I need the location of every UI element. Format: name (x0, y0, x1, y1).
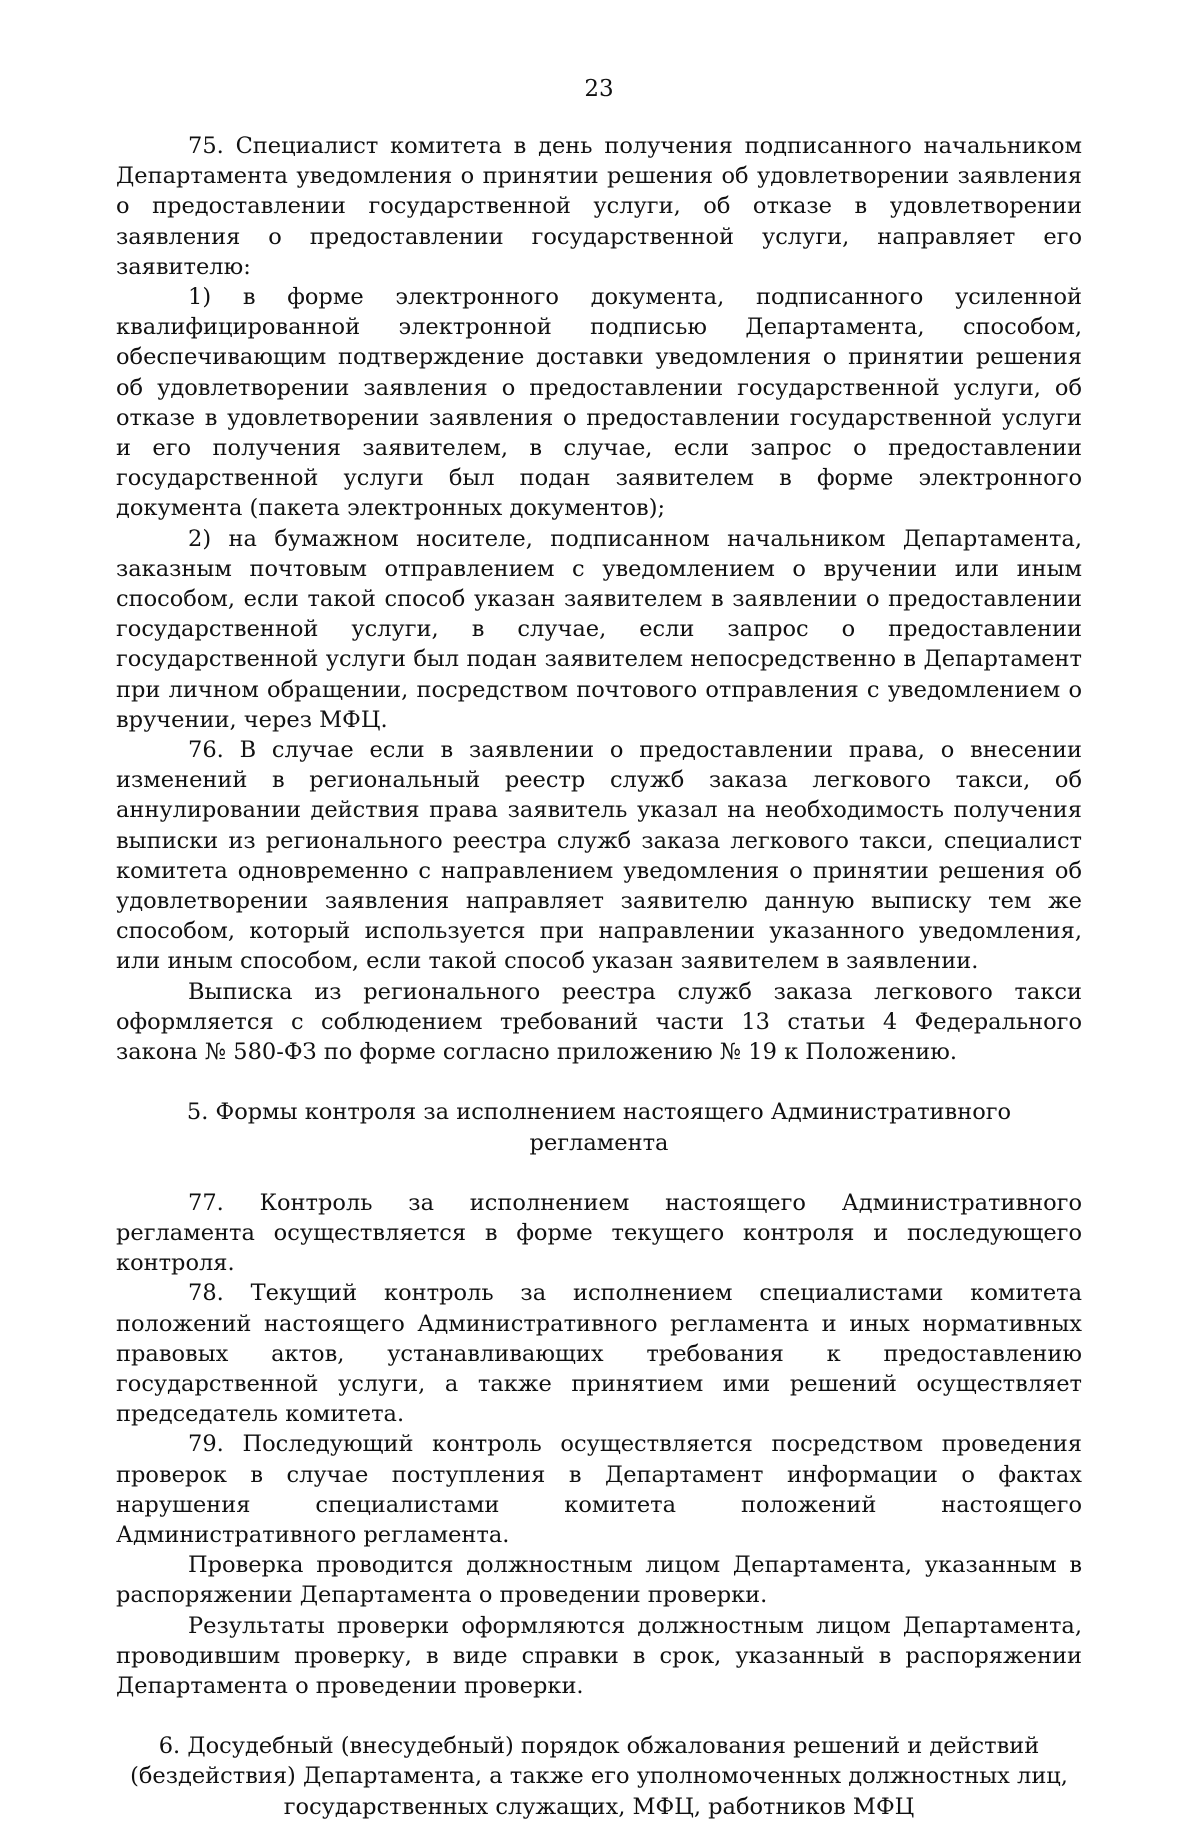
paragraph-76: 76. В случае если в заявлении о предоставлении права, о внесении изменений в региональный реестр служб заказа легкового такси, об аннулировании действия права заявитель указал на необходимость получения выписки из регионального реестра служб заказа легкового такси, специалист комитета одновременно с направлением уведомления о принятии решения об удовлетворении заявления направляет заявителю данную выписку тем же способом, который используется при направлении указанного уведомления, или иным способом, если такой способ указан заявителем в заявлении. (116, 737, 1082, 975)
paragraph-76-extract: Выписка из регионального реестра служб заказа легкового такси оформляется с соблюдением требований части 13 статьи 4 Федерального закона № 580-ФЗ по форме согласно приложению № 19 к Положению. (116, 978, 1082, 1066)
paragraph-77: 77. Контроль за исполнением настоящего Административного регламента осуществляется в форме текущего контроля и последующего контроля. (116, 1189, 1082, 1277)
paragraph-inspection: Проверка проводится должностным лицом Департамента, указанным в распоряжении Департамента о проведении проверки. (116, 1552, 1082, 1609)
document-body (116, 131, 1082, 1822)
paragraph-79: 79. Последующий контроль осуществляется посредством проведения проверок в случае поступления в Департамент информации о фактах нарушения специалистами комитета положений настоящего Административного регламента. (116, 1431, 1082, 1548)
paragraph-75-item-1: 1) в форме электронного документа, подписанного усиленной квалифицированной электронной подписью Департамента, способом, обеспечивающим подтверждение доставки уведомления о принятии решения об удовлетворении заявления о предоставлении государственной услуги, об отказе в удовлетворении заявления о предоставлении государственной услуги и его получения заявителем, в случае, если запрос о предоставлении государственной услуги был подан заявителем в форме электронного документа (пакета электронных документов); (116, 284, 1082, 522)
paragraph-75-item-2: 2) на бумажном носителе, подписанном начальником Департамента, заказным почтовым отправлением с уведомлением о вручении или иным способом, если такой способ указан заявителем в заявлении о предоставлении государственной услуги, в случае, если запрос о предоставлении государственной услуги был подан заявителем непосредственно в Департамент при личном обращении, посредством почтового отправления с уведомлением о вручении, через МФЦ. (116, 525, 1082, 733)
paragraph-75: 75. Специалист комитета в день получения подписанного начальником Департамента уведомления о принятии решения об удовлетворении заявления о предоставлении государственной услуги, об отказе в удовлетворении заявления о предоставлении государственной услуги, направляет его заявителю: (116, 133, 1082, 280)
paragraph-78: 78. Текущий контроль за исполнением специалистами комитета положений настоящего Административного регламента и иных нормативных правовых актов, устанавливающих требования к предоставлению государственной услуги, а также принятием ими решений осуществляет председатель комитета. (116, 1280, 1082, 1428)
section-6-heading: 6. Досудебный (внесудебный) порядок обжалования решений и действий (бездействия) Департамента, а также его уполномоченных должностных лиц, государственных служащих, МФЦ, работников МФЦ (130, 1733, 1068, 1820)
paragraph-inspection-results: Результаты проверки оформляются должностным лицом Департамента, проводившим проверку, в виде справки в срок, указанный в распоряжении Департамента о проведении проверки. (116, 1612, 1082, 1699)
page-number: 23 (584, 76, 614, 102)
section-5-heading: 5. Формы контроля за исполнением настоящего Административного регламента (186, 1099, 1012, 1156)
